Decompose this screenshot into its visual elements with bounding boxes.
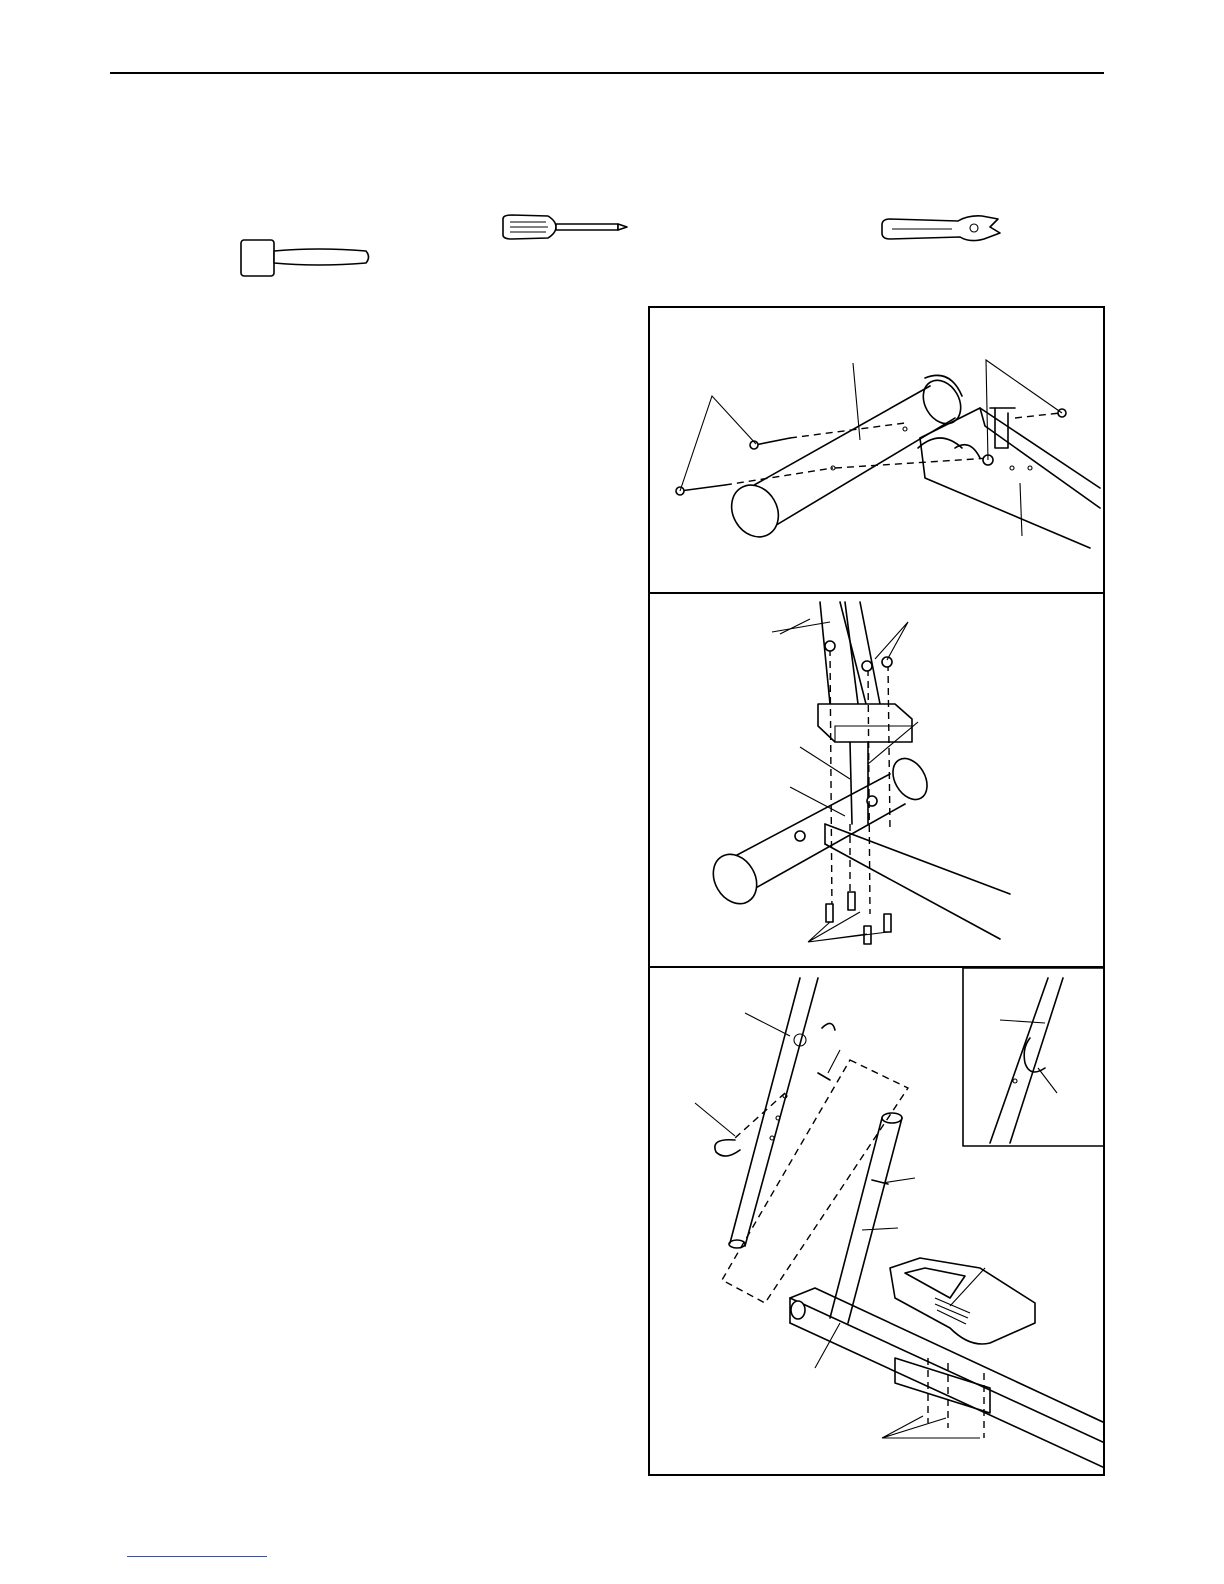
figure-1-base-assembly xyxy=(648,306,1105,594)
figure-3-leg-pedal-assembly xyxy=(648,966,1105,1476)
screwdriver-icon xyxy=(500,213,630,241)
top-rule xyxy=(110,72,1104,74)
footer-link-underline xyxy=(127,1556,267,1557)
mallet-icon xyxy=(238,237,373,279)
wrench-icon xyxy=(878,213,1003,247)
figure-2-upright-bracket xyxy=(648,592,1105,968)
